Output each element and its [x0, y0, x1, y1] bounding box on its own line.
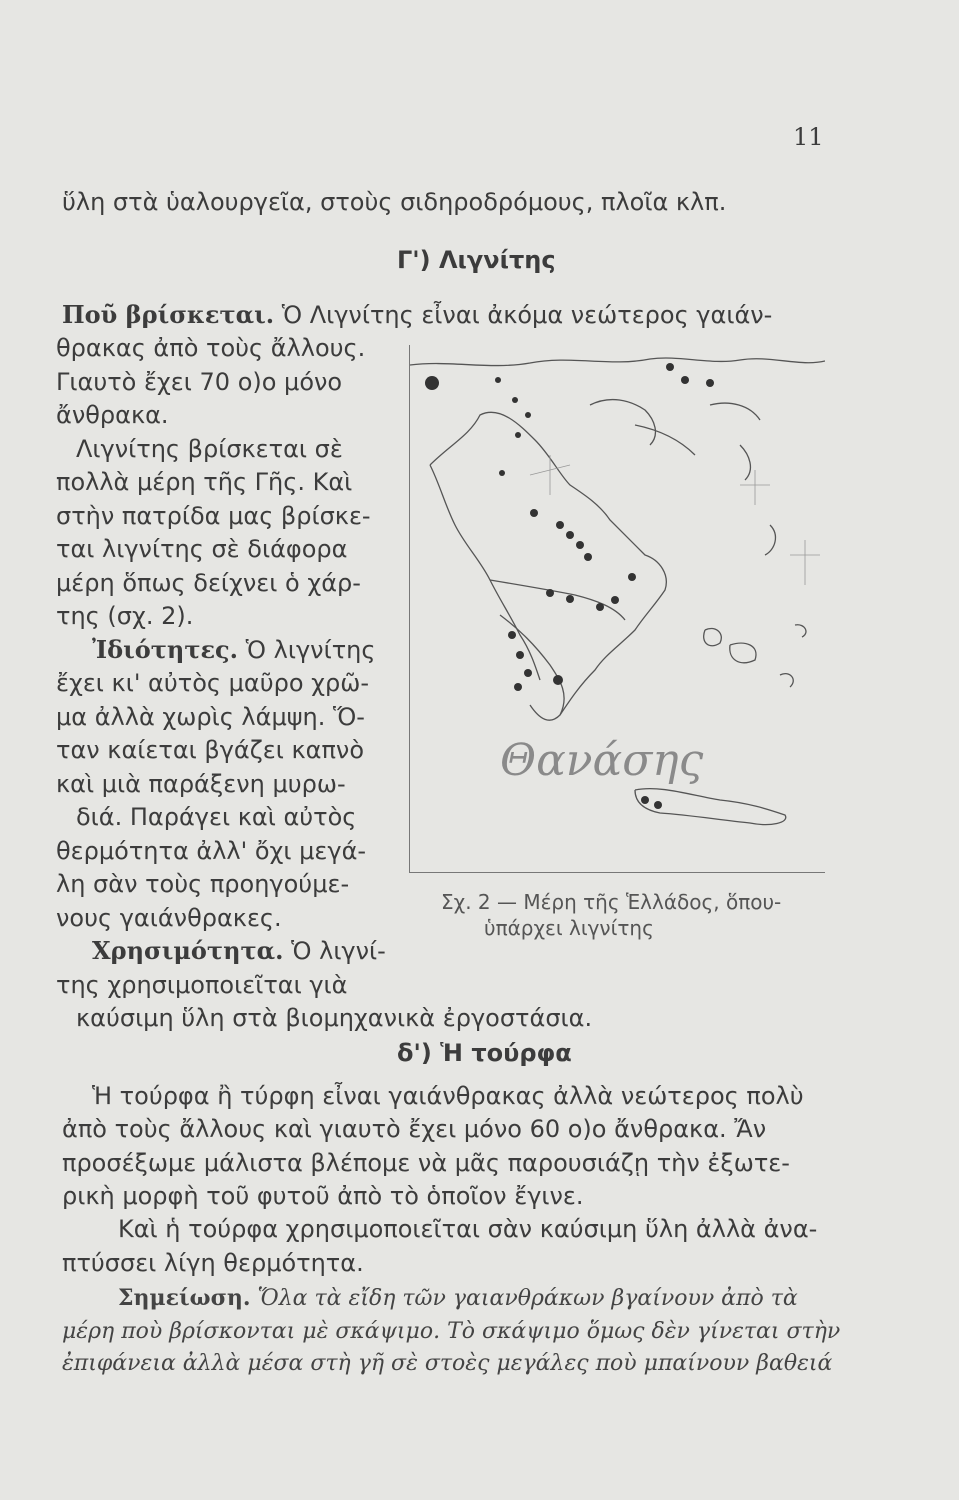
lignite-line: ἄνθρακα.: [56, 401, 169, 429]
where-paragraph-first-line: [62, 300, 772, 330]
peat-line: ἀπὸ τοὺς ἄλλους καὶ γιαυτὸ ἔχει μόνο 60 ο)ο ἄνθρακα. Ἄν: [62, 1115, 767, 1143]
props-paragraph-first-line: [92, 635, 375, 665]
use-line: της χρησιμοποιεῖται γιὰ: [56, 971, 348, 999]
page-number: 11: [793, 123, 824, 151]
use-label: Χρησιμότητα.: [92, 936, 284, 965]
props-line: διά. Παράγει καὶ αὐτὸς: [76, 803, 357, 831]
section-heading-lignite: Γ') Λιγνίτης: [397, 246, 556, 274]
figure-caption-line1: Σχ. 2 — Μέρη τῆς Ἑλλάδος, ὅπου-: [441, 890, 782, 914]
intro-line: ὕλη στὰ ὑαλουργεῖα, στοὺς σιδηροδρόμους, πλοῖα κλπ.: [62, 188, 727, 216]
lignite-line: μέρη ὅπως δείχνει ὁ χάρ-: [56, 569, 361, 597]
where-label: Ποῦ βρίσκεται.: [62, 300, 275, 329]
use-paragraph-first-line: [92, 936, 386, 966]
props-line: καὶ μιὰ παράξενη μυρω-: [56, 770, 346, 798]
lignite-line: ται λιγνίτης σὲ διάφορα: [56, 535, 348, 563]
lignite-map: [409, 345, 825, 873]
note-line: μέρη ποὺ βρίσκονται μὲ σκάψιμο. Τὸ σκάψιμο ὅμως δὲν γίνεται στὴν: [62, 1319, 841, 1344]
lignite-line: Λιγνίτης βρίσκεται σὲ: [76, 435, 343, 463]
props-line: μα ἀλλὰ χωρὶς λάμψη. Ὅ-: [56, 703, 365, 731]
lignite-line: στὴν πατρίδα μας βρίσκε-: [56, 502, 371, 530]
peat-line: ρικὴ μορφὴ τοῦ φυτοῦ ἀπὸ τὸ ὁποῖον ἔγινε.: [62, 1182, 584, 1210]
lignite-line: πολλὰ μέρη τῆς Γῆς. Καὶ: [56, 468, 353, 496]
props-label: Ἰδιότητες.: [92, 635, 239, 664]
note-first-line: [118, 1284, 798, 1313]
note-label: Σημείωση.: [118, 1285, 251, 1311]
use-first: Ὁ λιγνί-: [291, 937, 386, 965]
figure-caption-line2: ὑπάρχει λιγνίτης: [484, 916, 654, 940]
peat-line: προσέξωμε μάλιστα βλέπομε νὰ μᾶς παρουσιάζῃ τὴν ἐξωτε-: [62, 1149, 790, 1177]
note-line: ἐπιφάνεια ἀλλὰ μέσα στὴ γῆ σὲ στοὲς μεγάλες ποὺ μπαίνουν βαθειά: [62, 1351, 833, 1376]
section-heading-peat: δ') Ἡ τούρφα: [397, 1039, 572, 1067]
peat-line: πτύσσει λίγη θερμότητα.: [62, 1249, 364, 1277]
handwriting: Θανάσης: [500, 735, 704, 786]
greece-map-drawing: [410, 345, 825, 872]
props-line: θερμότητα ἀλλ' ὄχι μεγά-: [56, 837, 367, 865]
props-line: νους γαιάνθρακες.: [56, 904, 282, 932]
note-first: Ὅλα τὰ εἴδη τῶν γαιανθράκων βγαίνουν ἀπὸ τὰ: [257, 1286, 798, 1311]
props-line: λη σὰν τοὺς προηγούμε-: [56, 870, 350, 898]
lignite-line: Γιαυτὸ ἔχει 70 ο)ο μόνο: [56, 368, 343, 396]
use-line: καύσιμη ὕλη στὰ βιομηχανικὰ ἐργοστάσια.: [76, 1004, 593, 1032]
props-line: ἔχει κι' αὐτὸς μαῦρο χρῶ-: [56, 669, 369, 697]
lignite-line: της (σχ. 2).: [56, 602, 194, 630]
props-line: ταν καίεται βγάζει καπνὸ: [56, 736, 365, 764]
peat-line: Ἡ τούρφα ἢ τύρφη εἶναι γαιάνθρακας ἀλλὰ νεώτερος πολὺ: [92, 1082, 804, 1110]
props-first: Ὁ λιγνίτης: [245, 636, 376, 664]
lignite-line: θρακας ἀπὸ τοὺς ἄλλους.: [56, 334, 366, 362]
peat-line: Καὶ ἡ τούρφα χρησιμοποιεῖται σὰν καύσιμη ὕλη ἀλλὰ ἀνα-: [118, 1215, 818, 1243]
where-text: Ὁ Λιγνίτης εἶναι ἀκόμα νεώτερος γαιάν-: [281, 301, 773, 329]
